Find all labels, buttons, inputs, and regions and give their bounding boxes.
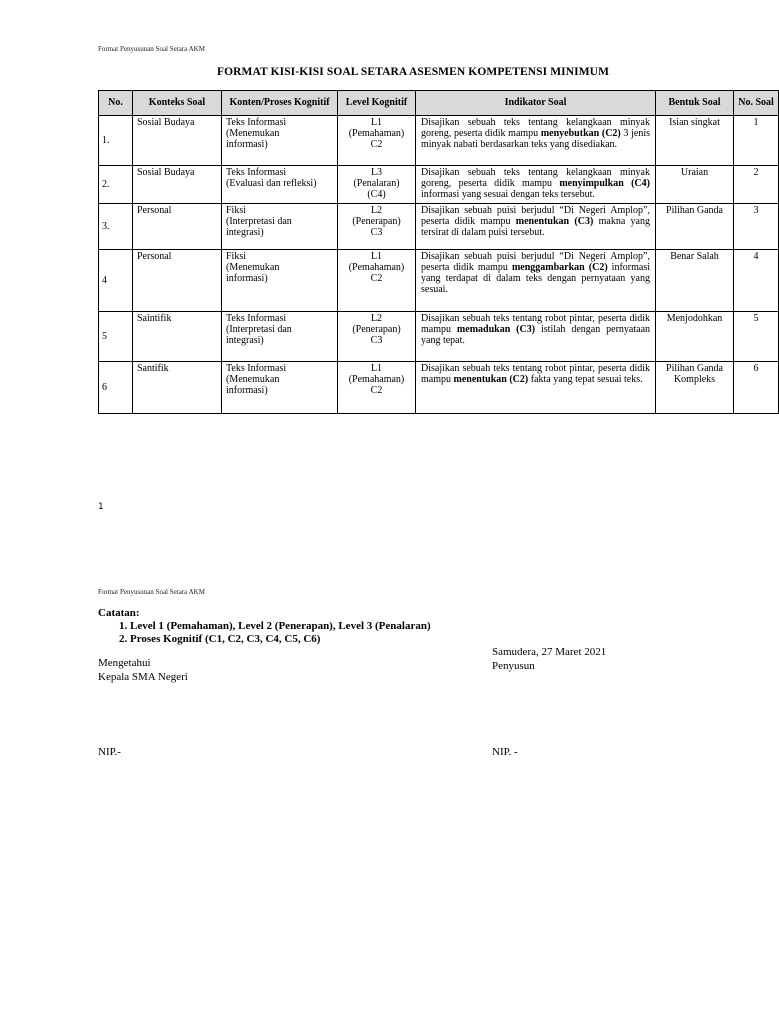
nomor-text: 2 (753, 167, 759, 178)
bentuk-cell (656, 362, 734, 414)
level-line: (C4) (367, 189, 386, 200)
konten-cell (222, 312, 338, 362)
indikator-text: informasi yang sesuai dengan teks tersebut. (421, 189, 595, 200)
indikator-text: Disajikan sebuah puisi berjudul “Di Negeri Amplop”, peserta didik mampu (421, 251, 650, 273)
column-header: Bentuk Soal (656, 91, 734, 116)
indikator-text: Disajikan sebuah teks tentang robot pintar, peserta didik mampu (421, 363, 650, 385)
konten-cell (222, 166, 338, 204)
nomor-cell (734, 166, 779, 204)
row-number-cell (99, 204, 133, 250)
konten-cell (222, 204, 338, 250)
level-line: C2 (370, 385, 383, 396)
column-header: Konten/Proses Kognitif (222, 91, 338, 116)
level-line: (Penalaran) (353, 178, 400, 189)
row-number-cell (99, 312, 133, 362)
row-number: 6 (102, 382, 107, 393)
column-header: No. (99, 91, 133, 116)
indikator-text: fakta yang tepat sesuai teks. (528, 374, 643, 385)
konten-line: informasi) (226, 273, 268, 284)
konten-line: informasi) (226, 139, 268, 150)
row-number: 1. (102, 135, 110, 146)
bentuk-cell (656, 166, 734, 204)
level-line: L2 (370, 313, 383, 324)
nomor-cell (734, 250, 779, 312)
acknowledged-label: Mengetahui (98, 657, 151, 669)
level-line: (Pemahaman) (348, 374, 405, 385)
level-line: L1 (370, 363, 383, 374)
level-cell (338, 116, 416, 166)
table-header-row (99, 91, 779, 116)
nomor-cell (734, 362, 779, 414)
level-line: L1 (370, 117, 383, 128)
konten-cell (222, 116, 338, 166)
bentuk-cell (656, 116, 734, 166)
indikator-verb: menentukan (C2) (453, 374, 529, 385)
level-cell (338, 204, 416, 250)
page-header-note: Format Penyusunan Soal Setara AKM (98, 45, 205, 53)
nip-right: NIP. - (492, 746, 518, 758)
principal-label: Kepala SMA Negeri (98, 670, 188, 683)
page-number: 1 (98, 502, 104, 512)
konteks-cell (133, 312, 222, 362)
bentuk-text: Benar Salah (670, 251, 719, 262)
konten-line: Teks Informasi (226, 167, 287, 178)
indikator-verb: menyimpulkan (C4) (559, 178, 650, 189)
level-cell (338, 250, 416, 312)
konten-line: (Interpretasi dan (226, 216, 292, 227)
konteks-text: Personal (137, 251, 172, 262)
indikator-verb: menyebutkan (C2) (540, 128, 621, 139)
level-line: L2 (370, 205, 383, 216)
level-line: C3 (370, 227, 383, 238)
konten-line: (Menemukan (226, 374, 280, 385)
table-row (99, 116, 779, 166)
notes-list (98, 620, 431, 646)
konteks-cell (133, 250, 222, 312)
indikator-text: Disajikan sebuah teks tentang kelangkaan minyak goreng, peserta didik mampu (421, 167, 650, 189)
indikator-verb: memadukan (C3) (456, 324, 536, 335)
konteks-cell (133, 166, 222, 204)
signature-left (98, 657, 188, 684)
indikator-cell (416, 362, 656, 414)
konten-cell (222, 362, 338, 414)
nomor-cell (734, 312, 779, 362)
row-number-cell (99, 250, 133, 312)
table-row (99, 166, 779, 204)
bentuk-cell (656, 204, 734, 250)
indikator-cell (416, 250, 656, 312)
konten-line: Teks Informasi (226, 363, 287, 374)
level-line: L1 (370, 251, 383, 262)
table-row (99, 250, 779, 312)
page-header-note: Format Penyusunan Soal Setara AKM (98, 588, 205, 596)
konteks-cell (133, 116, 222, 166)
table-row (99, 362, 779, 414)
level-line: C2 (370, 273, 383, 284)
author-role: Penyusun (492, 659, 535, 672)
row-number: 3. (102, 221, 110, 232)
indikator-text: informasi yang terdapat di dalam teks dengan pernyataan yang sesuai. (421, 262, 651, 295)
konten-line: (Menemukan (226, 262, 280, 273)
bentuk-text: Menjodohkan (666, 313, 723, 324)
konteks-text: Sosial Budaya (137, 167, 195, 178)
indikator-text: makna yang tersirat di dalam puisi tersebut. (421, 216, 650, 238)
konteks-text: Santifik (137, 363, 169, 374)
column-header: Konteks Soal (133, 91, 222, 116)
konteks-text: Saintifik (137, 313, 172, 324)
nomor-text: 5 (753, 313, 759, 324)
indikator-verb: menentukan (C3) (515, 216, 594, 227)
konten-cell (222, 250, 338, 312)
place-date: Samudera, 27 Maret 2021 (492, 646, 607, 658)
nip-left: NIP.- (98, 746, 121, 758)
konten-line: Teks Informasi (226, 117, 287, 128)
signature-right (492, 646, 606, 673)
column-header: No. Soal (734, 91, 779, 116)
konteks-cell (133, 362, 222, 414)
konten-line: Teks Informasi (226, 313, 287, 324)
konten-line: informasi) (226, 385, 268, 396)
konteks-cell (133, 204, 222, 250)
indikator-text: 3 jenis minyak nabati berdasarkan teks yang disediakan. (421, 128, 650, 150)
row-number: 4 (102, 275, 107, 286)
konteks-text: Personal (137, 205, 172, 216)
nomor-text: 6 (753, 363, 759, 374)
bentuk-text: Isian singkat (669, 117, 720, 128)
level-line: (Pemahaman) (348, 128, 405, 139)
notes-item: 1. Level 1 (Pemahaman), Level 2 (Penerapan), Level 3 (Penalaran) (130, 620, 431, 633)
konten-line: (Menemukan (226, 128, 280, 139)
row-number-cell (99, 362, 133, 414)
indikator-cell (416, 116, 656, 166)
column-header: Indikator Soal (416, 91, 656, 116)
indikator-text: istilah dengan pernyataan yang tepat. (421, 324, 651, 346)
notes-item: 2. Proses Kognitif (C1, C2, C3, C4, C5, C6) (130, 633, 431, 646)
nomor-text: 4 (753, 251, 759, 262)
level-line: (Pemahaman) (348, 262, 405, 273)
bentuk-cell (656, 250, 734, 312)
notes-label: Catatan: (98, 607, 140, 619)
indikator-cell (416, 166, 656, 204)
bentuk-text: Uraian (680, 167, 709, 178)
table-row (99, 204, 779, 250)
konten-line: (Interpretasi dan (226, 324, 292, 335)
document-title: FORMAT KISI-KISI SOAL SETARA ASESMEN KOMPETENSI MINIMUM (216, 66, 610, 78)
indikator-text: Disajikan sebuah puisi berjudul “Di Negeri Amplop”, peserta didik mampu (421, 205, 650, 227)
level-line: (Penerapan) (352, 216, 401, 227)
row-number-cell (99, 116, 133, 166)
level-line: C2 (370, 139, 383, 150)
level-line: L3 (370, 167, 383, 178)
level-cell (338, 362, 416, 414)
indikator-text: Disajikan sebuah teks tentang robot pintar, peserta didik mampu (421, 313, 650, 335)
konten-line: (Evaluasi dan refleksi) (226, 178, 317, 189)
konten-line: integrasi) (226, 227, 264, 238)
level-line: C3 (370, 335, 383, 346)
nomor-cell (734, 204, 779, 250)
column-header: Level Kognitif (338, 91, 416, 116)
konten-line: Fiksi (226, 205, 247, 216)
row-number: 2. (102, 179, 110, 190)
row-number-cell (99, 166, 133, 204)
nomor-text: 1 (753, 117, 759, 128)
konten-line: integrasi) (226, 335, 264, 346)
konten-line: Fiksi (226, 251, 247, 262)
konteks-text: Sosial Budaya (137, 117, 195, 128)
nomor-text: 3 (753, 205, 759, 216)
indikator-cell (416, 312, 656, 362)
level-line: (Penerapan) (352, 324, 401, 335)
indikator-cell (416, 204, 656, 250)
indikator-verb: menggambarkan (C2) (511, 262, 608, 273)
table-row (99, 312, 779, 362)
row-number: 5 (102, 331, 107, 342)
bentuk-text: Pilihan Ganda Kompleks (666, 363, 723, 385)
bentuk-text: Pilihan Ganda (666, 205, 723, 216)
level-cell (338, 312, 416, 362)
nomor-cell (734, 116, 779, 166)
bentuk-cell (656, 312, 734, 362)
kisi-kisi-table (98, 90, 779, 414)
indikator-text: Disajikan sebuah teks tentang kelangkaan minyak goreng, peserta didik mampu (421, 117, 650, 139)
level-cell (338, 166, 416, 204)
notes-section (98, 607, 431, 646)
